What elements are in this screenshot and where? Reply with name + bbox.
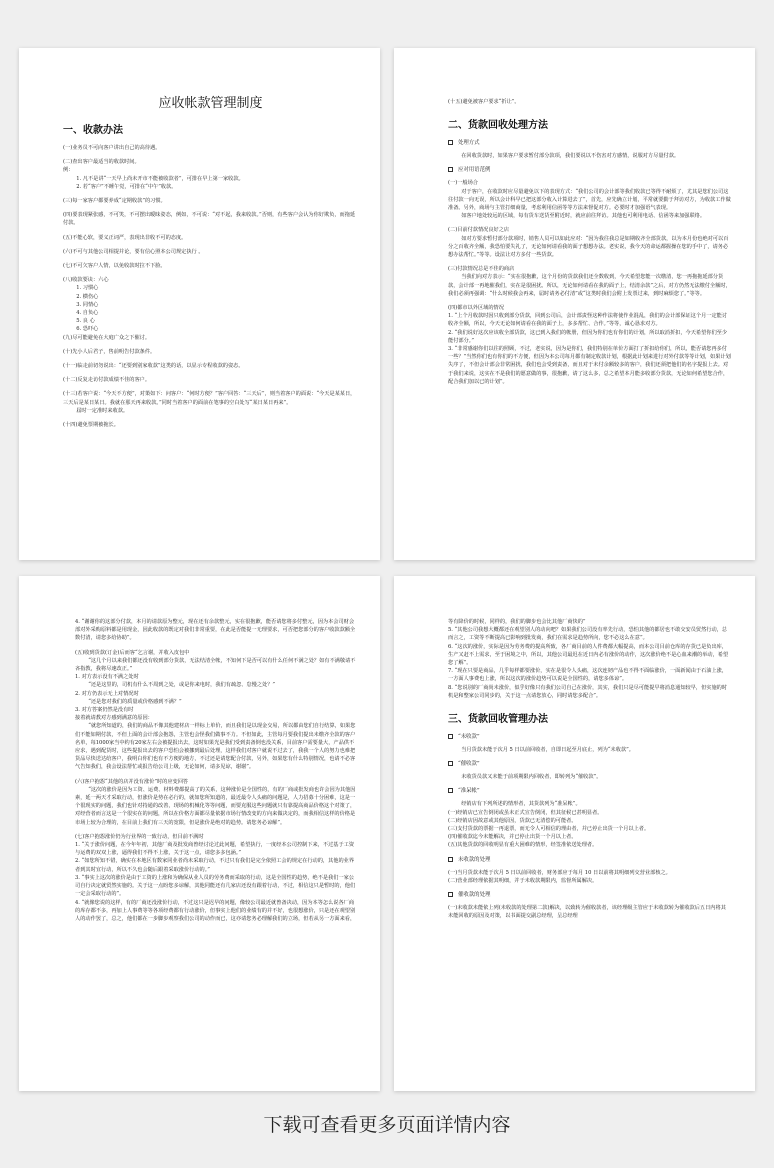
download-caption[interactable]: 下载可查看更多页面详情内容	[263, 1114, 511, 1136]
paragraph: (一)当月货款未能于次月 5 日以前回收者，财务部应于每月 10 日以前将其明细列交营业部核之。 (二)营业部经理依据其明细，并于未收款期限内，监督所属解决。	[448, 869, 671, 884]
paragraph: (十二)反复走访付款成绩不佳的客户。	[63, 377, 151, 384]
paragraph: (一)未收款未能依上列(未收款的处理第二款)解决，以致转为催收款者，该经理级主管应于未收款转为催收款后五日内将其未能回收的原因及对策，以书面提交副总经理，呈总经理	[448, 905, 726, 920]
paragraph: (五)收到货款(订金)后而客“乞言谢，并收入皮包中 “这几个月以来我们都还没有收到部分货款，无法结清全帐，不知何下是否可以有什么任何不满之处？如有不满敬请不吝指教，我将尽速改正。” 1. 对方表示没有不满之处时 “还是这里的，司机有什么不周到之处，或是你来电时，我们有疏忽、怠慢之处？” 2. 对方仍表示无上对情况时 “还是您对我们的质量或价格感到不满？” 3. 对方答案仍然是没有时 接着就请教对方感到满意的原因： “就您所知道的，我们的商品不像其他建材店一样标上单价，而且我们是以现金交易，所以都由您们自行结算，如果您们不能如期付款，不但上面的会计部会抱怨，主管也会怪我们做事不力。不但如此，主管每月要我们提出未缴齐全款的客户名单，每1000家当中约有20家左右会被提报出去，这时如果光是我们受到责备倒也没关系，目前客户需要量大，产品供不应求，遇到配货时，这些提报出去的客户恐怕会被挪到最后处理，这样我们对客户就说不过去了，我我一个人的努力也难把货品尽快送达给客户，我明白你们也有不方便的地方，不过还是请您配合付款，另外，如果您有什么特别情况，也请不必客气告知我们，我会设法帮忙或报告给公司上级，无论如何，请多见谅，谢谢”。	[75, 649, 356, 771]
bullet-item: 未收款的处理	[448, 856, 731, 864]
paragraph: 经销店有下列所述的情形者，其货款列为“准呆帐”。 (一)经销店已宣告倒闭或虽未正式宣告倒闭，但其征候已甚明显者。 (二)经销店因故意或其他原因，货款已无清偿的可能者。 (三)支付货款的票据一再退票，而无令人可相信的理由者，并已停止出货一个月以上者。 (四)催收款迄今未能解决，并已停止出货一个月以上者。 (五)其他货款的回收明显有重大困难的情形，经签准依送处理者。	[448, 801, 650, 849]
paragraph: (四)要表现紧张感，不可笑，不可摆出暧昧姿态，例如，不可说：“对不起，我来收款。”否则，有些客户会认为你好欺负，而拖延付款。	[63, 212, 356, 227]
paragraph: (六)客户抱怨“其他的店并没有涨价”时的应变回答 “这次的涨价是因为工资、运费、材料费都提高了的关系，这种涨价是全国性的，有的厂商或批发商也许会因为其他因素，延一两天才采取行动，但涨价是势在必行的，就如您所知道的，最近最令人头痛的问题是，人力招募十分困难，这是一个很现实的问题，我们也针对持通的改善，现场的机械化等等问题，而要克服这些问题就只有靠提高商品价格这个对策了，对经营者而言这是一个很实在的问题，所以在价格方面都尽量依据市场行情改变的方向来做决定的，而我相信这样的价格是市场上较为合理的，在目前上我们有三天的宽限，但是涨价是绝对的趋势。请您务必谅解”。	[75, 778, 356, 826]
paragraph: (四)都市以外区域的情况 1. “上个月收款时因只收到部分货款，回到公司后，会计部责怪这种作法将使作业混乱，我们的会计部保证这个月一定能讨收齐全额，所以，今天无论如何请看在我的面子上，多多帮忙、合作。”等等，诚心恳求对方。 2. “我们说好这次应该收全部货款，这已到入我们的帐册，但因为你们也有你们的计划，所以取消折扣，今天希望你们至少能付部分。” 3. “非常感谢你们以往的照顾，不过，老实说，因为是你们，我们特别在单价方面打了折扣给你们，所以，能否请您再多付一些？”当然你们也有你们的不方便，但因为本公司每月都有制定收款计划，根据此计划来进行对外付款等等计划，如果计划失序了，不但会计部会非常困扰，我们也会受到责备，而且对于未付余额较多的客户，我们还须把他们的名字提报上去。对于我们来说，这实在不是我们的愿意做的事，很抱歉，请了这么多，总之希望本月能多收部分货款，无论如何希望您合作，配合我们加以已的计划”。	[448, 305, 731, 385]
bullet-item: “未收款”	[448, 733, 731, 741]
paragraph: (三)每一家客户都要养成“定期收款”的习惯。	[63, 198, 166, 205]
paragraph: (二)查出客户最适当的收款时间。 例： 1. 凡不是讲“一天早上尚未开市不能被收款者”，可排在早上第一家收款。 2. 若“客户”不睡午觉，可排在“中午”收款。	[63, 159, 244, 190]
square-bullet-icon	[448, 761, 453, 766]
square-bullet-icon	[448, 140, 453, 145]
paragraph: (六)不可与其他公司相提并论，要有信心照本公司规定执行 。	[63, 248, 204, 255]
paragraph: (十四)避免票期被拖长。	[63, 422, 119, 429]
paragraph: 当月货款未能于次月 5 日以前回收者，自即日起至月底止，列为“未收款”。	[448, 747, 634, 754]
section-heading-2: 二、货款回收处理方法	[448, 120, 548, 132]
paragraph: (七)不可欠客户人情，以免收款时拉不下脸。	[63, 263, 166, 270]
section-heading-3: 三、货款回收管理办法	[448, 714, 548, 726]
paragraph: (一)一般场合 对于客户，在收款时应尽量避免以下的表现方式：“我们公司的会计部等我们收款已等得不耐烦了，尤其是您们公司这往付款一向无误，所以会计科早已把这部分收入计算进去了”，首先，应先确立计划，平常就要勤于拜访对方，为收款工作做准备。另外，商场与主管打细商量，考虑利用信函等等方法来督促对方。必要时才加强语气表现。 如客户地处较远的区域，每有货车送货至附近时，就应前往拜访。其他也可利用电话、信函等来加强联络。	[448, 180, 731, 220]
document-page-2	[394, 48, 755, 560]
paragraph: 4. “谢谢你的这部分付款，本月的请款原为整元，现在还有余款整元，实在很抱歉，能否请您将多付整元，因为本会司财会部对外采购原料都是用现金，因此收款的既定对我们非常重要，在此是否能提一无理要求，可否把您部分的客户收款款额全数付清，请您多给协助”。	[75, 619, 356, 642]
paragraph: 等有降价的时候，同样的，我们的脚步也会比其他厂商快的” 5. “其他公司我想大概都还在观望别人的动向吧？如果我们公司没有率先行动，恐怕其他的都居也不敢交安员贸然行动，总而言之，工资等不断提高已影响到批发商，我们在需求是趋势所向，您不必这么在意”。 6. “这次的涨价，实际是因为劳务费的提高所致，各厂商目前的人件费都大幅提高，而本公司目前仓库的存货已是负出库，生产又赶不上需求，至于困境之中，所以，其他公司最迟在近日内必有涨价的动作，这次涨价绝不是心血来潮的举动，希望您了解”。 7. “现在只要是商品，几乎每样都要涨价，实在是很令人头痛，这次连韧产品也不得不面临涨价，一面新闻由于石油上涨，一方面人事费也上涨，所以这次的涨价趋势可以说是全国性的，请您多体谅”。 8. “您说别的厂商尚未涨价，似乎好像只有我们公司自己在涨价，其实，我们只是尽可能提早将消息通知较早，但实施的时机是和整家公司同步的，关于这一点请您放心，同时请您多配合”。	[448, 619, 729, 699]
square-bullet-icon	[448, 734, 453, 739]
paragraph: 在回收货款时，如果客户要求暂付部分款项，我们要说以不伤害对方感情，说服对方尽量付款。	[448, 153, 680, 160]
square-bullet-icon	[448, 788, 453, 793]
bullet-item: 处理方式	[448, 139, 731, 147]
paragraph: (三)付款情况总是不佳的商店 当我们向对方表示：“实在很抱歉，这个月份的货款我们还全数收到，今天希望您能一次缴清，您一再拖拖延部分货款，会计部一再地催我们，实在是很困扰。所以，无论如何请看在我的面子上，结清余款”之后，对方仍然无法缴付全额时，我们必须再强调：“什么时候我会再来，届时请务必付清”或“这类时我们会附上发票过来，到时麻烦您了。”等等。	[448, 266, 731, 297]
paragraph: (五)不能心软，要义正词严，表现出非收不可的态度。	[63, 234, 187, 241]
document-page-3	[19, 576, 380, 1091]
section-heading-1: 一、收款办法	[63, 125, 123, 136]
paragraph: (七)客户抱怨涨价仍为行业界的一致行动，但目前不满时 1. “关于涨价问题，在今年年初，其他厂商及批发商曾经讨论过此问题，希望执行，一度经本公司控制下来，不过基于工资与运费的双双上涨，逼得我们不得不上涨，关于这一点，请您多多包涵。” 2. “如您所知不错，确实在本地区有数家同业者尚未采取行动，不过只有我们是完全依照工会的规定在行动的，其他的业界者到其时宜行动，所以不久也会随后跟着采取涨价行动的。” 3. “事实上这次的涨价是由于工资的上涨和为确保从业人员的劳务费而采取的行动，这是全国性的趋势，绝不是我们一家公司自行决定就贸然实施的。关于这一点盼您多谅解，其他同能还有几家店还没有跟着行动，不过，相信这只是暂时的，他们一定会采取行动的”。 4. “就像您说的这样，有的厂商还没涨价行动，不过这只是迟早的问题，像较公司最近就曾备决动，因为本等怎么说各厂商的库存都不多，再加上人事费等等各项经费都有行动涨价，但事实上他们的业绩有的并不好，也很想涨价，只是还在观望别人的动作罢了，总之，他们都在一步脚步观察我们公司的动作而已，这亦请您务必理解我们的立场，但若从另一方面来看，	[75, 833, 356, 922]
paragraph: (十五)避免被客户要求“折让”。	[448, 99, 520, 105]
paragraph: (十三)若客户说：“今天不方便”，对策如下：问客户：“何时方便？”客户回答：“三天后”，则当着客户的面说：“今天是某某日，三天后是某日某日。我就在那天再来收款。”同时当着客户的面前在笔事的空白处写“某日某日再来”。 届时一定准时来收款。	[63, 391, 356, 414]
square-bullet-icon	[448, 167, 453, 172]
document-page-1	[19, 48, 380, 560]
paragraph: (二)目前付款情况良好之店 如对方要求暂付部分款项时，销售人员可以如此应对：“因为我往我总是如期收齐全部货款，以为本月份也绝对可以百分之百收齐全额，我恐怕要失礼了，无论如何请看我的面子想想办法。老实说，我今天的命运都握操在您的手中了，请务必想办法帮忙。”等等。设法让对方多付一些货款。	[448, 227, 729, 259]
bullet-item: 应对用语范例	[448, 166, 731, 174]
paragraph: (一)业务员不可向客户讲出自己的高待遇。	[63, 145, 161, 151]
bullet-item: “准呆帐”	[448, 787, 731, 795]
square-bullet-icon	[448, 892, 453, 897]
paragraph: (十一)临走前切勿说出：“还要到别家收款”这类的话，以显示专程收款的姿态。	[63, 363, 244, 370]
paragraph: 未收货员款又未能于前项期限内回收者，即转列为“催收款”。	[448, 774, 602, 781]
bullet-item: “催收款”	[448, 760, 731, 768]
paragraph: (十)先小人后君子，售前明告付款条件。	[63, 348, 156, 355]
page-title: 应收帐款管理制度	[158, 96, 263, 111]
paragraph: (八)收款要诀：六心 1. 习惯心 2. 横伤心 3. 同情心 4. 自负心 5. 良 心 6. 恐吓心 (九)尽可能避免在大庭广众之下催讨。	[63, 277, 151, 341]
bullet-item: 催收款的处理	[448, 891, 731, 899]
section-1-body	[63, 144, 358, 429]
square-bullet-icon	[448, 857, 453, 862]
document-page-4	[394, 576, 755, 1091]
